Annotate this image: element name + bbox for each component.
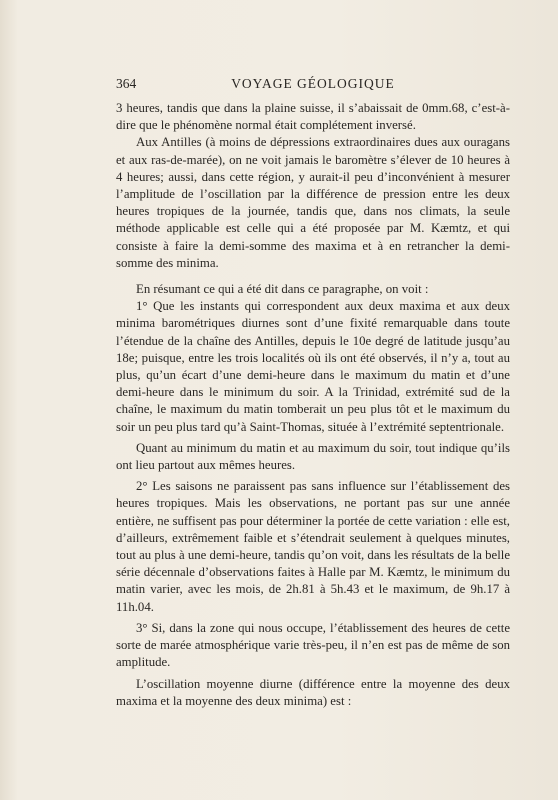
paragraph-oscillation: L’oscillation moyenne diurne (différence entre la moyenne des deux maxima et la moyenne des deux minima) est : [116, 676, 510, 708]
page-number: 364 [116, 76, 137, 91]
paragraph-minimum-maximum: Quant au minimum du matin et au maximum du soir, tout indique qu’ils ont lieu partout aux mêmes heures. [116, 440, 510, 473]
running-title: VOYAGE GÉOLOGIQUE [231, 76, 395, 91]
paragraph-point-2: 2° Les saisons ne paraissent pas sans influence sur l’établissement des heures tropiques. Mais les observations, ne portant pas sur une année entière, ne suffisent pas pour déterminer la portée de cette variation : elle est, d’ailleurs, extrêmement faible et s’étendrait seulement à quelques minutes, tout au plus à une demi-heure, tandis qu’on voit, dans les résultats de la belle série décennale d’observations faites à Halle par M. Kæmtz, le minimum du matin varier, avec les mois, de 2h.81 à 5h.43 et le maximum, de 9h.17 à 11h.04. [116, 479, 510, 614]
paragraph-continuation: 3 heures, tandis que dans la plaine suisse, il s’abaissait de 0mm.68, c’est-à-dire que le phénomène normal était complétement inversé. [116, 101, 510, 133]
paragraph-point-3: 3° Si, dans la zone qui nous occupe, l’établissement des heures de cette sorte de marée atmosphérique varie très-peu, il n’en est pas de même de son amplitude. [116, 620, 510, 670]
body-text [116, 100, 510, 710]
paragraph-point-1: 1° Que les instants qui correspondent aux deux maxima et aux deux minima barométriques diurnes sont d’une fixité remarquable dans toute l’étendue de la chaîne des Antilles, depuis le 10e degré de latitude jusqu’au 18e; puisque, entre les trois localités où ils ont été observés, il n’y a, tout au plus, qu’un écart d’une demi-heure dans le maximum du matin et d’une demi-heure dans le minimum du soir. A la Trinidad, extrémité sud de la chaîne, le maximum du matin tomberait un peu plus tôt et le maximum du soir un peu plus tard qu’à Saint-Thomas, située à l’extrémité septentrionale. [116, 299, 510, 434]
page-header [116, 76, 510, 96]
paragraph-antilles: Aux Antilles (à moins de dépressions extraordinaires dues aux ouragans et aux ras-de-marée), on ne voit jamais le baromètre s’élever de 10 heures à 4 heures; aussi, dans cette région, y aurait-il peu d’inconvénient à mesurer l’amplitude de l’oscillation par la différence de pression entre les deux heures tropiques de la journée, tandis que, dans nos climats, la seule méthode applicable est celle qui a été proposée par M. Kæmtz, et qui consiste à faire la demi-somme des maxima et à en retrancher la demi-somme des minima. [116, 135, 510, 270]
paragraph-summary-intro: En résumant ce qui a été dit dans ce paragraphe, on voit : [136, 282, 429, 297]
